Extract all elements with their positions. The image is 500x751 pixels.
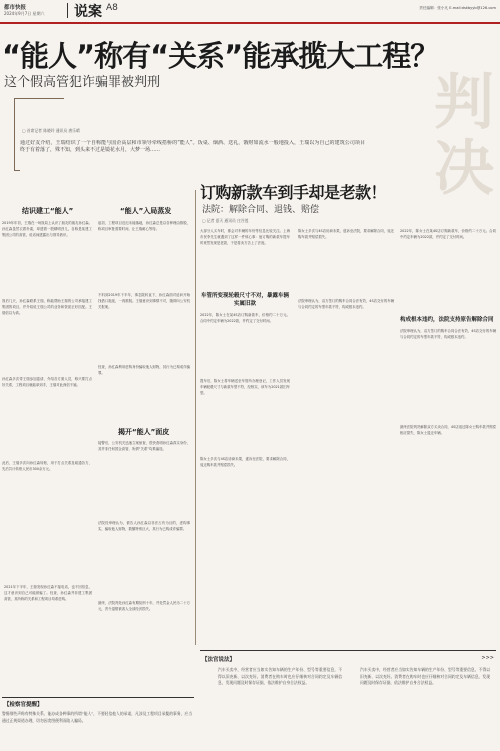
watermark-text: 判决 xyxy=(424,70,494,202)
issue-date: 2024年9月7日 星期六 xyxy=(4,11,45,16)
mid-body xyxy=(98,220,190,428)
paragraph: 2021年下半年，王瑞发现孙红森不接电话，也不回信息，这才意识到自己可能被骗了。经查，孙红森并非建工集团高管，其所称的关系和工程项目均系虚构。 xyxy=(4,585,92,602)
left-body xyxy=(2,220,92,570)
tip-more: >>> xyxy=(481,655,494,661)
paragraph: 2019年年初，王瑞在一场饭局上认识了朋友的朋友孙红森。孙红森虽然衣着朴素，却透着一股精明劲儿，自称是某建工集团公司的高管，说话间透露出与领导熟识。 xyxy=(2,221,92,238)
masthead-rule xyxy=(0,22,500,24)
paragraph: 陈女士多次与4S店协商未果，遂诉至法院，要求解除合同，返还购车款并赔偿损失。 xyxy=(298,229,394,240)
tip-label: 【法官说法】 xyxy=(202,657,236,663)
column-divider xyxy=(195,190,196,645)
paragraph: 孙红森多次带王瑞参加宴请，介绍各方面人员，称只要打点好关系，工程项目就能拿到手，王瑞对此深信不疑。 xyxy=(2,377,92,388)
right-heading-1: 车管所变现轮毂尺寸不对，暴露车辆实属旧款 xyxy=(200,293,289,307)
paragraph: 2022年，陈女士在某4S店订购新款车，价格约二十万元。合同中约定车辆为2022款，并约定了交付时间。 xyxy=(200,313,290,324)
tip-box xyxy=(200,650,496,749)
paragraph: 大部分人买车时，都会对车辆的年份等信息比较关注。上海市民李先生就遇到了这样一件烦心事：他订购的新款车提车时竟然发现是老款，于是将卖方告上了法庭。 xyxy=(200,229,290,246)
paragraph: 饭后几天，孙红森联系王瑞，称能帮助王瑞的公司承接建工集团的项目，并介绍说王瑞公司的业务和资质正好匹配。王瑞信以为真。 xyxy=(2,299,92,316)
paragraph: 经查，孙红森利用虚构身份骗取他人财物，其行为已构成诈骗罪。 xyxy=(98,365,190,376)
masthead xyxy=(0,0,500,22)
frame-bottom xyxy=(14,170,20,171)
mid-heading-2: 揭开“能人”面皮 xyxy=(118,428,170,436)
page-number: A8 xyxy=(106,3,118,13)
byline: ▢ 首席记者 陈晓玲 通讯员 唐乐晴 xyxy=(22,128,80,133)
tip-text-2: 汽车买卖中，经营者应当如实告知车辆的生产年份、型号等重要信息，不得以旧充新、以次充好。消费者在购车时也应仔细核对合同约定及车辆信息，发现问题及时保存证据，依法维护自身合法权益。 xyxy=(360,667,490,686)
masthead-divider xyxy=(67,3,68,18)
left-body-2 xyxy=(4,584,92,684)
paragraph: 起初，工程项目迟迟未能落地，孙红森总是以各种理由推脱，称项目审批需要时间，让王瑞耐心等待。 xyxy=(98,221,190,232)
paragraph: 法院审理认为，双方签订的购车合同合法有效，4S店交付的车辆与合同约定的车型年款不符，构成根本违约。 xyxy=(400,329,496,340)
paragraph: 陈女士多次与4S店协商未果，遂诉至法院，要求解除合同，返还购车款并赔偿损失。 xyxy=(200,457,290,468)
frame-top xyxy=(14,98,64,99)
section-name: 说案 xyxy=(74,4,102,20)
mid-heading-1: “能人”入局蒸发 xyxy=(120,207,172,215)
right-col-b xyxy=(298,228,394,368)
paragraph: 接警后，公安机关迅速立案侦查，很快查明孙红森真实身份，其并非任何国企高管，所谓“关系”均系编造。 xyxy=(98,441,190,452)
right-byline: ▢ 记者 夏天 通讯员 庄谷莲 xyxy=(202,218,249,223)
paragraph: 最终，法院判处孙红森有期徒刑十年，并处罚金人民币二十万元，责令退赔被害人全部经济损失。 xyxy=(98,601,190,612)
paragraph: 最终法院判决解除双方买卖合同，4S店返还陈女士购车款并赔偿相应损失，陈女士退还车辆。 xyxy=(400,425,496,436)
paragraph: 法院经审理认为，被告人孙红森以非法占有为目的，虚构事实，骗取他人财物，数额特别巨大，其行为已构成诈骗罪。 xyxy=(98,521,190,532)
left-heading: 结识建工“能人” xyxy=(22,207,74,215)
right-title: 订购新款车到手却是老款！ xyxy=(200,183,387,202)
bottom-left-text: 警惕那些声称有特殊关系、能办成各种事的所谓“能人”，不要轻信他人的承诺，凡涉及工程项目承揽的事务，应当通过正规渠道办理，切勿因贪图便利而陷入骗局。 xyxy=(2,711,192,723)
paper-name: 都市快报 xyxy=(4,5,27,11)
bottom-left-label: 【检察官提醒】 xyxy=(4,702,43,708)
right-col-a xyxy=(200,228,290,528)
frame-left xyxy=(14,98,15,170)
right-col-c xyxy=(400,228,496,520)
right-subtitle: 法院：解除合同、退钱、赔偿 xyxy=(202,205,320,215)
paragraph: 此后，王瑞多次向孙红森转账，用于打点关系及疏通各方，先后共计转账人民币300余万元。 xyxy=(2,461,92,472)
mid-body-2 xyxy=(98,440,190,680)
paragraph: 2022年，陈女士在某4S店订购新款车，价格约二十万元。合同中约定车辆为2022款，并约定了交付时间。 xyxy=(400,229,496,240)
paragraph: 法院审理认为，双方签订的购车合同合法有效，4S店交付的车辆与合同约定的车型年款不符，构成根本违约。 xyxy=(298,299,394,310)
tip-text: 汽车买卖中，经营者应当如实告知车辆的生产年份、型号等重要信息，不得以旧充新、以次充好。消费者在购车时也应仔细核对合同约定及车辆信息，发现问题及时保存证据，依法维护自身合法权益。 xyxy=(218,667,342,686)
paragraph: 提车后，陈女士将车辆送至车管所办理登记，工作人员发现车辆轮毂尺寸与新款车型不符，经核实，该车为2021款旧车型。 xyxy=(200,379,290,396)
bottom-left-box xyxy=(2,697,194,751)
right-heading-2: 构成根本违约，法院支持原告解除合同 xyxy=(400,317,494,323)
editor-info: 责任编辑：张小凡 E-mail:dskbyyb@126.com xyxy=(419,6,496,10)
lead-paragraph: 通过好友介绍，王瑞结识了一个自称能与国企高层和市领导牵线搭桥的“能人”。饭桌、烟酒、送礼，饿财如流水一般地投入，王瑞以为自己的建筑公司项目终于有着落了，殊不知，到头来不过是镜花水月，大梦一场…… xyxy=(20,140,365,153)
headline-title: “能人”称有“关系”能承揽大工程？ xyxy=(2,39,439,73)
paragraph: 不料到2019年下半年，事态陡转直下，孙红森面对追问开始找借口拖延，一再推脱。王瑞意识到事情不对，随即向公安机关报案。 xyxy=(98,293,190,310)
headline-subtitle: 这个假高管犯诈骗罪被判刑 xyxy=(4,75,161,90)
